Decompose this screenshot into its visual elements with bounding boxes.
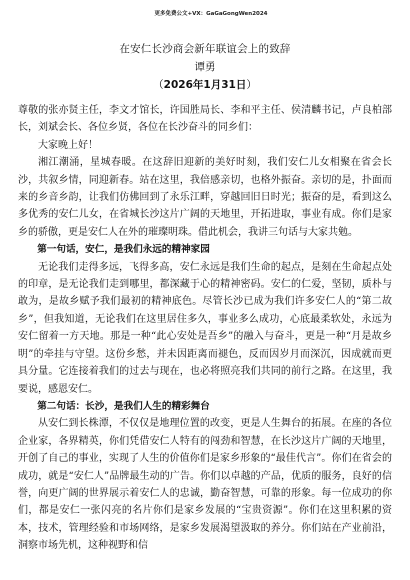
salutation-paragraph: 尊敬的张亦贤主任，李文才馆长，许国胜局长、李和平主任、侯清麟书记，卢良柏部长，刘斌会长、各位乡贤，各位在长沙奋斗的同乡们：: [18, 105, 392, 134]
speech-body: [18, 102, 392, 555]
section-heading-1: 第一句话，安仁，是我们永远的精神家园: [37, 244, 210, 256]
speech-title: 在安仁长沙商会新年联谊会上的致辞: [119, 43, 291, 55]
date-open-paren: （: [153, 79, 164, 91]
speech-date: [18, 78, 392, 92]
section-paragraph-1: 无论我们走得多远，飞得多高，安仁永远是我们生命的起点，是刻在生命起点处的印章，是无论我们走到哪里，都深藏于心的精神密码。安仁的仁爱，坚韧，质朴与敢为，是故乡赋予我们最初的精神底色。尽管长沙已成为我们许多安仁人的“第二故乡”，但我知道，无论我们在这里居住多久，事业多么成功，心底最柔软处，永远为安仁留着一方天地。那是一种“此心安处是吾乡”的融入与奋斗，更是一种“月是故乡明”的牵挂与守望。这份乡愁，并未因距离而褪色，反而因岁月而深沉，因成就而更具分量。它连接着我们的过去与现在，也必将照亮我们共同的前行之路。在这里，我要说，感恩安仁。: [18, 261, 392, 395]
greeting-paragraph: 大家晚上好！: [38, 139, 98, 151]
section-paragraph-2: 从安仁到长株潭，不仅仅是地理位置的改变，更是人生舞台的拓展。在座的各位企业家，各界精英，你们凭借安仁人特有的闯劲和智慧，在长沙这片广阔的天地里，开创了自己的事业，实现了人生的价值你们是家乡形象的“最佳代言”。你们在省会的成功，就是“安仁人”品牌最生动的广告。你们以卓越的产品，优质的服务，良好的信誉，向更广阔的世界展示着安仁人的忠诚，勤奋智慧，可靠的形象。每一位成功的你们，都是安仁一张闪亮的名片你们是家乡发展的“宝贵资源”。你们在这里积累的资本，技术，管理经验和市场网络，是家乡发展渴望汲取的养分。你们站在产业前沿，洞察市场先机，这种视野和信: [18, 418, 392, 552]
promo-banner: 更多免费公文+VX：GaGaGongWen2024: [154, 11, 268, 17]
intro-paragraph: 湘江潮涌，星城春暖。在这辞旧迎新的美好时刻，我们安仁儿女相聚在省会长沙，共叙乡情，同迎新春。站在这里，我倍感亲切，也格外振奋。亲切的是，扑面而来的乡音乡韵，让我们仿佛回到了永乐江畔，穿越回旧日时光；振奋的是，看到这么多优秀的安仁儿女，在省城长沙这片广阔的天地里，开拓进取，事业有成。你们是家乡的骄傲，更是安仁人在外的璀璨明珠。借此机会，我讲三句话与大家共勉。: [18, 157, 392, 238]
date-text: 2026年1月31日: [163, 79, 247, 91]
section-heading-2: 第二句话：长沙，是我们人生的精彩舞台: [37, 400, 210, 412]
speech-author: 谭勇: [194, 61, 216, 73]
date-close-paren: ）: [246, 79, 257, 91]
